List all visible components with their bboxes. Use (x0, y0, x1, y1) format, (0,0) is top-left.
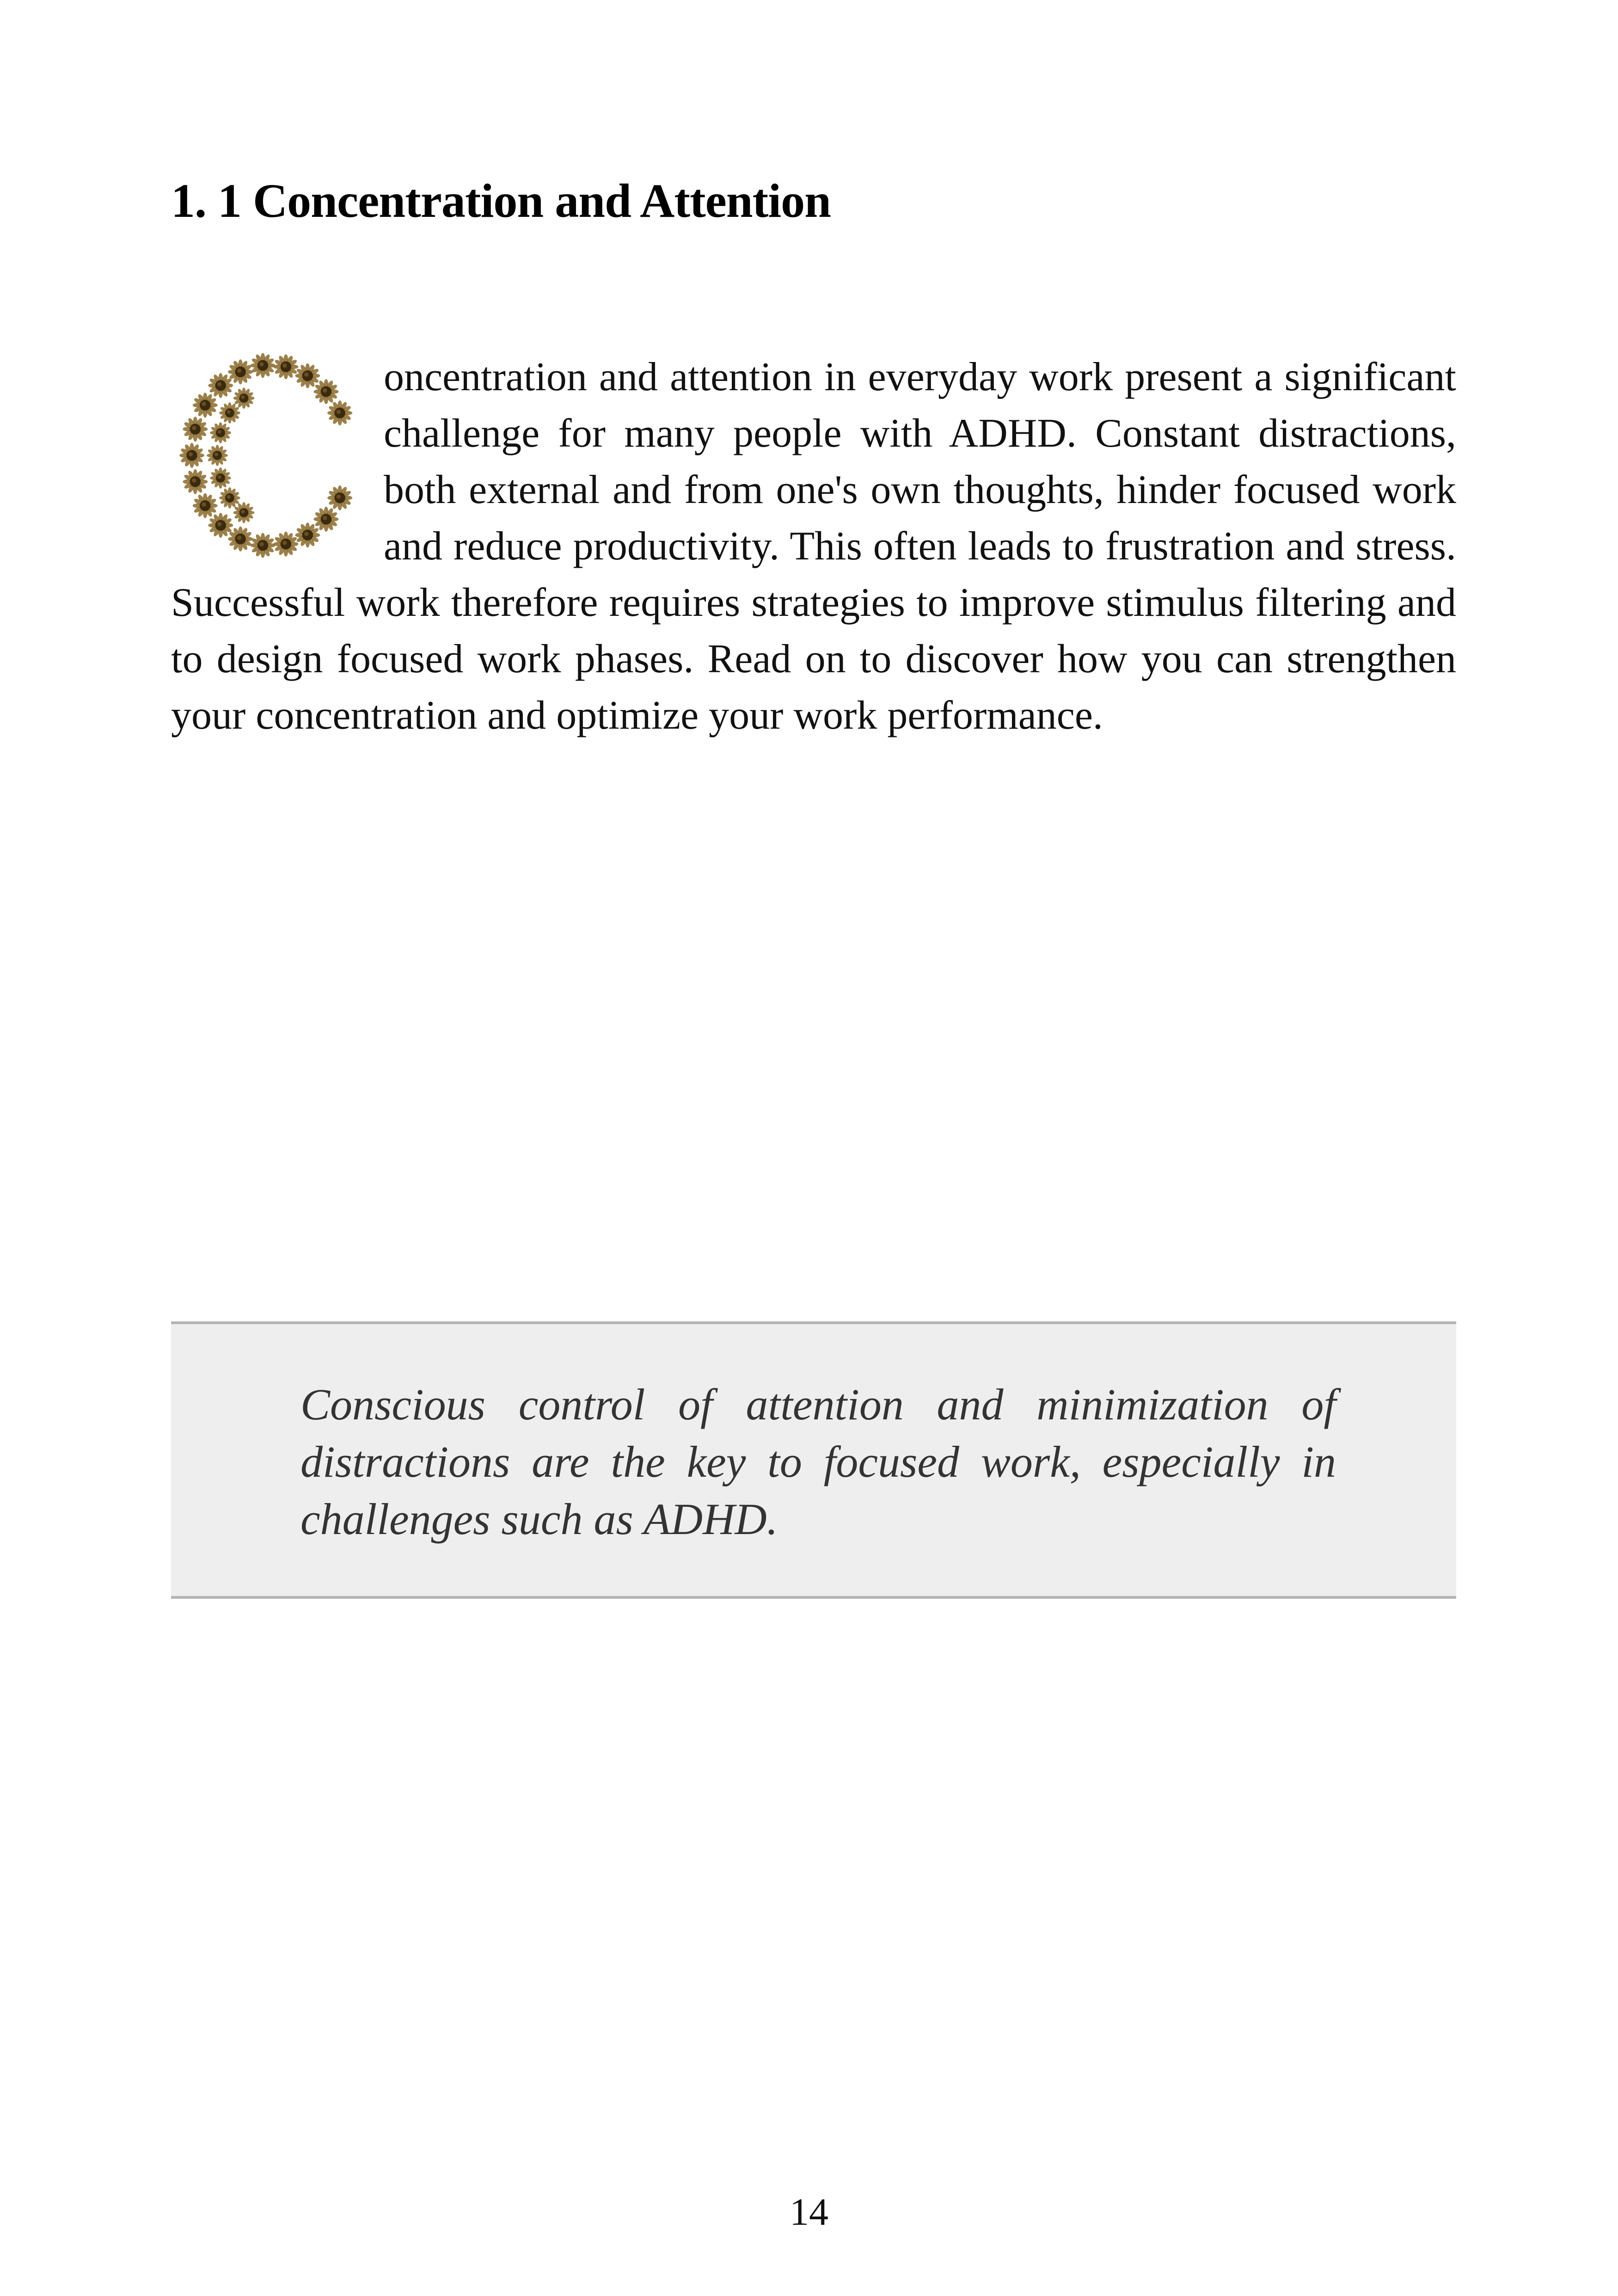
drop-cap-letter (171, 349, 361, 562)
page-number: 14 (790, 2191, 828, 2234)
intro-paragraph (171, 349, 1456, 744)
intro-text: oncentration and attention in everyday work present a significant challenge for many people with ADHD. Constant distractions, both external and from one's own thoughts, hinder focused work and reduce productivity. This often leads to frustration and stress. Successful work therefore requires strategies to improve stimulus filtering and to design focused work phases. Read on to discover how you can strengthen your concentration and optimize your work performance. (171, 355, 1456, 738)
callout-quote: Conscious control of attention and minimization of distractions are the key to focused work, especially in challenges such as ADHD. (300, 1380, 1336, 1544)
sunflower-letter-c-icon (171, 349, 361, 562)
page-title: 1. 1 Concentration and Attention (171, 174, 831, 227)
callout-box (171, 1321, 1456, 1599)
